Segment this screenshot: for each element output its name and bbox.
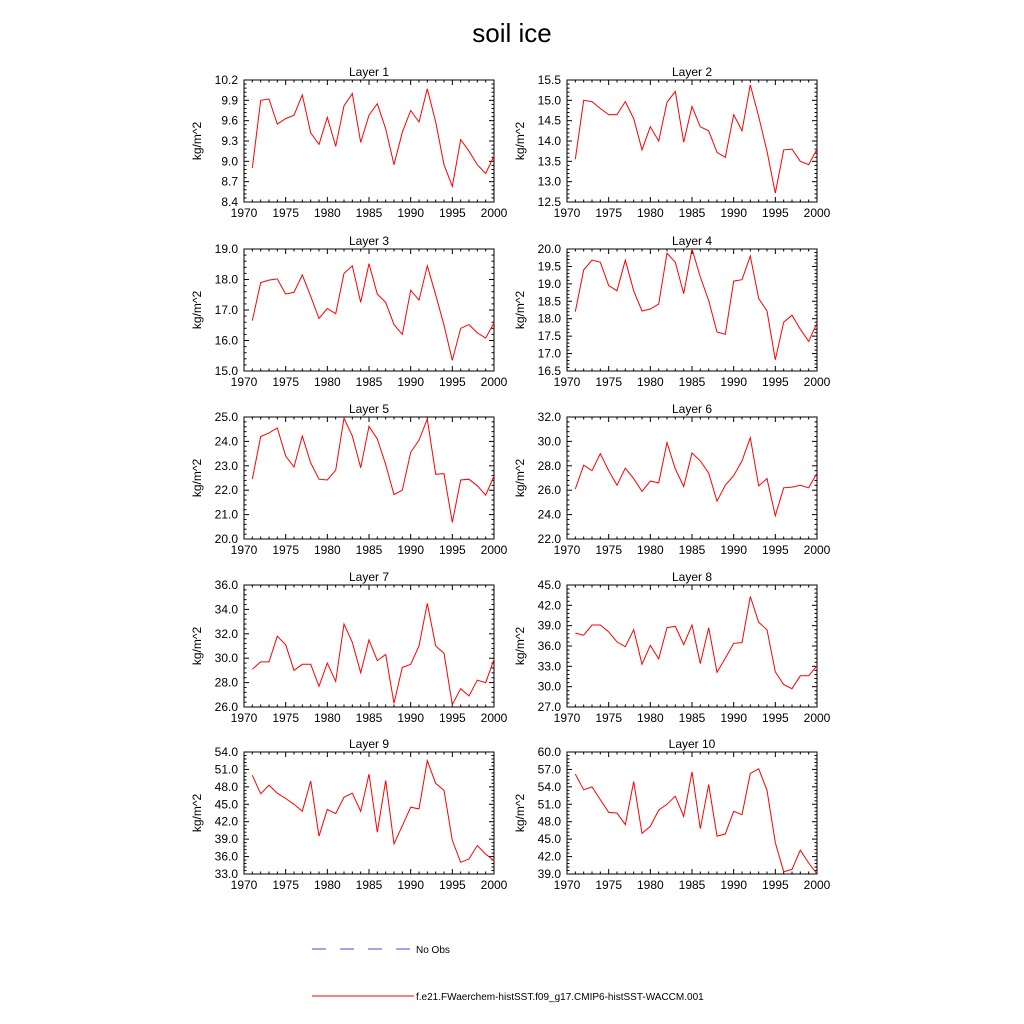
y-axis-label: kg/m^2 [190, 290, 204, 330]
y-tick-label: 9.6 [221, 113, 238, 128]
x-tick-label: 1995 [438, 206, 466, 220]
x-tick-label: 1990 [720, 878, 748, 892]
series-line-model [575, 85, 817, 193]
x-tick-label: 1985 [355, 878, 383, 892]
y-tick-label: 30.0 [214, 651, 238, 666]
plot-frame [244, 585, 494, 707]
panel-title: Layer 5 [348, 402, 390, 416]
y-tick-label: 9.9 [221, 93, 238, 108]
x-tick-label: 1990 [397, 206, 425, 220]
y-tick-label: 15.0 [214, 364, 238, 378]
panel-title: Layer 1 [348, 65, 390, 79]
x-tick-label: 1970 [553, 543, 581, 557]
x-tick-label: 1970 [230, 206, 258, 220]
x-tick-label: 1970 [553, 878, 581, 892]
x-tick-label: 1985 [355, 711, 383, 725]
y-tick-label: 28.0 [214, 675, 238, 690]
x-tick-label: 1990 [720, 375, 748, 389]
y-tick-label: 26.0 [214, 700, 238, 714]
y-tick-label: 19.5 [537, 259, 561, 274]
y-axis-label: kg/m^2 [513, 121, 527, 161]
x-tick-label: 2000 [803, 878, 831, 892]
x-tick-label: 1975 [272, 206, 300, 220]
x-tick-label: 1975 [595, 206, 623, 220]
plot-frame [567, 249, 817, 371]
panel-layer-8 [513, 570, 831, 725]
y-axis-label: kg/m^2 [513, 290, 527, 330]
y-tick-label: 45.0 [214, 797, 238, 812]
series-line-model [252, 761, 494, 863]
panel-title: Layer 6 [671, 402, 713, 416]
x-tick-label: 1985 [678, 375, 706, 389]
y-axis-label: kg/m^2 [513, 458, 527, 498]
series-line-model [575, 597, 817, 689]
y-tick-label: 28.0 [537, 458, 561, 473]
y-tick-label: 32.0 [537, 410, 561, 424]
y-tick-label: 33.0 [537, 659, 561, 674]
y-tick-label: 36.0 [214, 578, 238, 592]
y-tick-label: 18.0 [537, 311, 561, 326]
y-tick-label: 42.0 [214, 814, 238, 829]
y-tick-label: 17.0 [537, 346, 561, 361]
x-tick-label: 1990 [397, 543, 425, 557]
y-tick-label: 18.5 [537, 294, 561, 309]
y-axis-label: kg/m^2 [513, 626, 527, 666]
x-tick-label: 2000 [803, 711, 831, 725]
x-tick-label: 1995 [438, 543, 466, 557]
y-tick-label: 8.4 [221, 195, 238, 209]
x-tick-label: 2000 [480, 206, 508, 220]
panel-layer-5 [190, 402, 508, 557]
y-tick-label: 51.0 [537, 797, 561, 812]
y-tick-label: 39.0 [537, 618, 561, 633]
x-tick-label: 1975 [272, 375, 300, 389]
y-tick-label: 21.0 [214, 507, 238, 522]
y-tick-label: 19.0 [214, 242, 238, 256]
y-tick-label: 24.0 [537, 507, 561, 522]
series-line-model [575, 769, 817, 874]
y-tick-label: 54.0 [537, 779, 561, 794]
x-tick-label: 2000 [480, 711, 508, 725]
panel-layer-2 [513, 65, 831, 220]
legend-label-model: f.e21.FWaerchem-histSST.f09_g17.CMIP6-histSST-WACCM.001 [416, 992, 704, 1003]
y-tick-label: 9.0 [221, 154, 238, 169]
series-line-model [252, 418, 494, 522]
y-tick-label: 23.0 [214, 458, 238, 473]
plot-frame [244, 417, 494, 539]
panel-title: Layer 7 [348, 570, 390, 584]
panel-title: Layer 3 [348, 234, 390, 248]
plot-frame [244, 80, 494, 202]
x-tick-label: 1995 [761, 543, 789, 557]
y-tick-label: 19.0 [537, 276, 561, 291]
x-tick-label: 1995 [438, 711, 466, 725]
legend [312, 945, 704, 1003]
panel-layer-1 [190, 65, 508, 220]
y-tick-label: 20.0 [214, 532, 238, 546]
x-tick-label: 1970 [553, 711, 581, 725]
x-tick-label: 1970 [553, 375, 581, 389]
panel-layer-4 [513, 234, 831, 389]
x-tick-label: 1980 [313, 543, 341, 557]
panel-layer-10 [513, 737, 831, 892]
x-tick-label: 2000 [803, 375, 831, 389]
x-tick-label: 1975 [595, 375, 623, 389]
y-tick-label: 9.3 [221, 134, 238, 148]
x-tick-label: 1995 [438, 878, 466, 892]
y-tick-label: 17.5 [537, 329, 561, 344]
x-tick-label: 2000 [803, 543, 831, 557]
y-tick-label: 34.0 [214, 602, 238, 617]
y-tick-label: 22.0 [214, 483, 238, 498]
x-tick-label: 1985 [355, 375, 383, 389]
series-line-model [252, 89, 494, 187]
x-tick-label: 1990 [397, 375, 425, 389]
y-tick-label: 30.0 [537, 679, 561, 694]
y-tick-label: 26.0 [537, 483, 561, 498]
panel-layer-7 [190, 570, 508, 725]
x-tick-label: 1980 [313, 711, 341, 725]
x-tick-label: 1970 [230, 543, 258, 557]
x-tick-label: 1985 [678, 206, 706, 220]
panel-title: Layer 8 [671, 570, 713, 584]
plot-frame [244, 249, 494, 371]
series-line-model [252, 264, 494, 361]
x-tick-label: 1995 [761, 878, 789, 892]
x-tick-label: 1990 [720, 711, 748, 725]
y-tick-label: 51.0 [214, 762, 238, 777]
x-tick-label: 1980 [636, 375, 664, 389]
y-tick-label: 45.0 [537, 578, 561, 592]
plot-frame [567, 417, 817, 539]
panel-title: Layer 4 [671, 234, 713, 248]
x-tick-label: 1980 [313, 878, 341, 892]
y-tick-label: 14.0 [537, 134, 561, 148]
x-tick-label: 1980 [636, 711, 664, 725]
panel-title: Layer 2 [671, 65, 713, 79]
x-tick-label: 1975 [595, 711, 623, 725]
panel-title: Layer 10 [668, 737, 716, 751]
y-axis-label: kg/m^2 [190, 793, 204, 833]
x-tick-label: 1985 [355, 206, 383, 220]
x-tick-label: 1980 [636, 878, 664, 892]
x-tick-label: 1995 [438, 375, 466, 389]
y-tick-label: 13.0 [537, 174, 561, 189]
y-tick-label: 27.0 [537, 700, 561, 714]
panel-layer-6 [513, 402, 831, 557]
y-tick-label: 13.5 [537, 154, 561, 169]
x-tick-label: 2000 [803, 206, 831, 220]
x-tick-label: 1970 [230, 711, 258, 725]
x-tick-label: 1975 [272, 878, 300, 892]
y-axis-label: kg/m^2 [190, 121, 204, 161]
y-tick-label: 30.0 [537, 434, 561, 449]
y-tick-label: 54.0 [214, 745, 238, 759]
y-tick-label: 15.0 [537, 93, 561, 108]
y-tick-label: 60.0 [537, 745, 561, 759]
y-tick-label: 15.5 [537, 73, 561, 87]
x-tick-label: 1990 [720, 543, 748, 557]
panel-layer-9 [190, 737, 508, 892]
y-tick-label: 18.0 [214, 272, 238, 287]
y-tick-label: 17.0 [214, 303, 238, 317]
x-tick-label: 1995 [761, 711, 789, 725]
y-tick-label: 39.0 [214, 832, 238, 847]
series-line-model [575, 438, 817, 516]
y-tick-label: 25.0 [214, 410, 238, 424]
x-tick-label: 2000 [480, 543, 508, 557]
y-tick-label: 32.0 [214, 626, 238, 641]
y-tick-label: 36.0 [214, 849, 238, 864]
x-tick-label: 1980 [313, 206, 341, 220]
y-tick-label: 12.5 [537, 195, 561, 209]
plot-frame [567, 80, 817, 202]
x-tick-label: 1975 [272, 711, 300, 725]
plot-frame [567, 585, 817, 707]
y-tick-label: 33.0 [214, 867, 238, 881]
legend-label-no-obs: No Obs [416, 945, 450, 956]
y-tick-label: 22.0 [537, 532, 561, 546]
y-tick-label: 16.5 [537, 364, 561, 378]
y-tick-label: 20.0 [537, 242, 561, 256]
y-tick-label: 42.0 [537, 849, 561, 864]
x-tick-label: 1970 [230, 878, 258, 892]
x-tick-label: 1990 [720, 206, 748, 220]
y-tick-label: 48.0 [537, 814, 561, 829]
y-axis-label: kg/m^2 [190, 458, 204, 498]
y-axis-label: kg/m^2 [513, 793, 527, 833]
y-tick-label: 10.2 [214, 73, 238, 87]
x-tick-label: 1990 [397, 711, 425, 725]
y-tick-label: 14.5 [537, 113, 561, 128]
x-tick-label: 1980 [636, 543, 664, 557]
panel-layer-3 [190, 234, 508, 389]
y-tick-label: 45.0 [537, 832, 561, 847]
figure-title: soil ice [472, 18, 552, 48]
panels [190, 65, 831, 892]
x-tick-label: 1985 [678, 543, 706, 557]
y-tick-label: 42.0 [537, 598, 561, 613]
y-axis-label: kg/m^2 [190, 626, 204, 666]
x-tick-label: 1980 [636, 206, 664, 220]
y-tick-label: 48.0 [214, 779, 238, 794]
y-tick-label: 16.0 [214, 333, 238, 348]
x-tick-label: 1970 [230, 375, 258, 389]
x-tick-label: 1975 [272, 543, 300, 557]
y-tick-label: 39.0 [537, 867, 561, 881]
x-tick-label: 1980 [313, 375, 341, 389]
x-tick-label: 1975 [595, 543, 623, 557]
x-tick-label: 1990 [397, 878, 425, 892]
y-tick-label: 57.0 [537, 762, 561, 777]
y-tick-label: 24.0 [214, 434, 238, 449]
y-tick-label: 36.0 [537, 639, 561, 653]
panel-title: Layer 9 [348, 737, 390, 751]
x-tick-label: 1970 [553, 206, 581, 220]
y-tick-label: 8.7 [221, 174, 238, 189]
x-tick-label: 1985 [355, 543, 383, 557]
x-tick-label: 1985 [678, 711, 706, 725]
x-tick-label: 2000 [480, 878, 508, 892]
x-tick-label: 1985 [678, 878, 706, 892]
x-tick-label: 1995 [761, 206, 789, 220]
series-line-model [575, 249, 817, 360]
x-tick-label: 2000 [480, 375, 508, 389]
x-tick-label: 1995 [761, 375, 789, 389]
series-line-model [252, 603, 494, 704]
x-tick-label: 1975 [595, 878, 623, 892]
plot-frame [244, 752, 494, 874]
